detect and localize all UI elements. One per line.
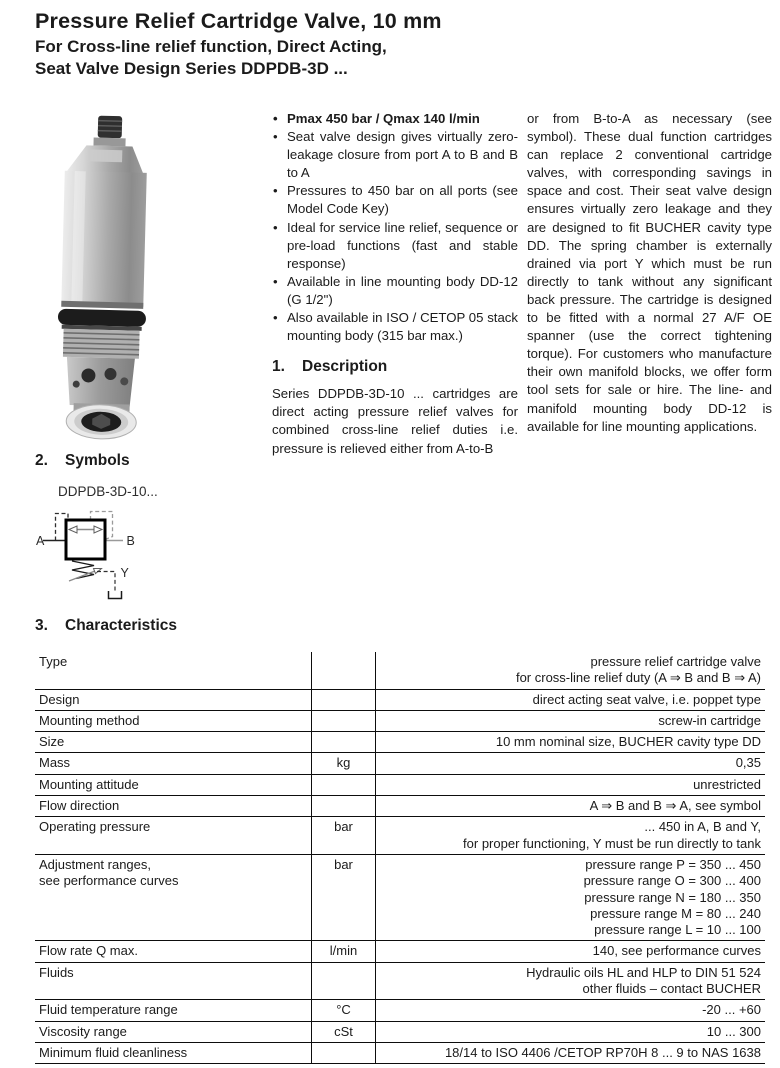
row-unit: bar <box>311 855 376 940</box>
table-row <box>35 1000 765 1021</box>
characteristics-table <box>35 652 765 1064</box>
row-value: pressure range P = 350 ... 450 <box>585 856 761 872</box>
row-value: 140, see performance curves <box>592 943 761 959</box>
section-title: Characteristics <box>65 617 178 634</box>
section-title: Description <box>302 358 388 376</box>
row-value: pressure range M = 80 ... 240 <box>590 905 761 921</box>
table-row <box>35 711 765 732</box>
table-row <box>35 652 765 690</box>
features-column <box>272 110 518 458</box>
list-item <box>272 309 518 345</box>
row-label: Operating pressure <box>39 819 151 835</box>
row-value: 10 mm nominal size, BUCHER cavity type DD <box>495 734 761 750</box>
row-label: Fluid temperature range <box>39 1002 178 1018</box>
row-unit: l/min <box>311 941 376 961</box>
feature-text: Pressures to 450 bar on all ports (see Model Code Key) <box>287 183 518 217</box>
port-y-label: Y <box>120 566 129 580</box>
row-unit <box>311 652 376 689</box>
row-value: other fluids – contact BUCHER <box>582 981 761 997</box>
section-heading-description <box>272 358 518 376</box>
row-label: see performance curves <box>39 873 179 889</box>
row-label: Design <box>39 691 80 707</box>
row-label: Viscosity range <box>39 1023 127 1039</box>
section-number: 2. <box>35 452 48 469</box>
row-label: Type <box>39 654 68 669</box>
row-label: Flow direction <box>39 798 120 814</box>
row-value: 0,35 <box>735 755 761 771</box>
bullet-icon: • <box>273 129 278 145</box>
bullet-icon: • <box>273 183 278 199</box>
bullet-icon: • <box>273 111 278 126</box>
row-value: -20 ... +60 <box>702 1002 761 1018</box>
feature-text: Available in line mounting body DD-12 (G 1/2") <box>287 273 518 307</box>
feature-list <box>272 110 518 345</box>
subtitle-line-1: For Cross-line relief function, Direct Acting, <box>35 37 387 56</box>
hydraulic-symbol-icon <box>35 503 190 605</box>
row-label: Size <box>39 734 65 750</box>
row-value: 18/14 to ISO 4406 /CETOP RP70H 8 ... 9 to NAS 1638 <box>444 1044 761 1060</box>
table-row <box>35 753 765 774</box>
port-b-label: B <box>126 534 135 548</box>
row-unit: bar <box>311 817 376 854</box>
row-value: Hydraulic oils HL and HLP to DIN 51 524 <box>526 964 761 980</box>
row-value: pressure range L = 10 ... 100 <box>594 922 761 938</box>
row-value: A ⇒ B and B ⇒ A, see symbol <box>589 798 761 814</box>
row-value: for proper functioning, Y must be run directly to tank <box>463 835 761 851</box>
table-row <box>35 963 765 1001</box>
page-title: Pressure Relief Cartridge Valve, 10 mm <box>35 9 442 33</box>
table-row <box>35 796 765 817</box>
section-heading-symbols <box>35 452 130 470</box>
row-unit <box>311 690 376 710</box>
bullet-icon: • <box>273 219 278 235</box>
row-label: Flow rate Q max. <box>39 943 138 959</box>
bullet-icon: • <box>273 310 278 326</box>
row-label: Adjustment ranges, <box>39 856 152 872</box>
row-unit <box>311 732 376 752</box>
row-unit: °C <box>311 1000 376 1020</box>
row-label: Mounting method <box>39 712 140 728</box>
feature-text: Also available in ISO / CETOP 05 stack mounting body (315 bar max.) <box>287 310 518 344</box>
row-value: pressure relief cartridge valve <box>590 654 761 669</box>
row-value: unrestricted <box>693 776 761 792</box>
valve-photo <box>35 108 185 442</box>
description-paragraph-col2: or from B-to-A as necessary (see symbol). These dual function cartridges can replace 2 conventional cartridge valves, with corresponding savings in space and cost. Their seat valve design ensures virtually zero leakage and they are designed to fit BUCHER cavity type DD. The spring chamber is externally drained via port Y which must be run directly to tank without any significant back pressure. The cartridge is designed to be fitted with a normal 27 A/F OE spanner (use the correct tightening torque). For customers who manufacture their own manifold blocks, we offer form tool sets for sale or hire. The line- and manifold mounting body DD-12 is available for line mounting applications. <box>527 111 772 434</box>
feature-text: Ideal for service line relief, sequence or pre-load functions (fast and stable response) <box>287 219 518 271</box>
bullet-icon: • <box>273 273 278 289</box>
row-value: pressure range N = 180 ... 350 <box>584 889 761 905</box>
row-unit <box>311 963 376 1000</box>
subtitle-line-2: Seat Valve Design Series DDPDB-3D ... <box>35 59 348 78</box>
row-value: direct acting seat valve, i.e. poppet type <box>532 691 761 707</box>
row-value: screw-in cartridge <box>658 712 761 728</box>
row-unit <box>311 1043 376 1063</box>
list-item <box>272 219 518 273</box>
table-row <box>35 817 765 855</box>
row-value: pressure range O = 300 ... 400 <box>583 873 761 889</box>
table-row <box>35 690 765 711</box>
section-heading-characteristics <box>35 617 177 635</box>
table-row <box>35 941 765 962</box>
list-item <box>272 182 518 218</box>
row-value: for cross-line relief duty (A ⇒ B and B ⇒ A) <box>515 670 761 686</box>
row-label: Mass <box>39 755 71 771</box>
valve-photo-illustration <box>35 108 185 442</box>
feature-text: Seat valve design gives virtually zero-leakage closure from port A to B and B to A <box>287 129 518 181</box>
list-item <box>272 110 518 128</box>
row-value: ... 450 in A, B and Y, <box>644 819 761 835</box>
row-unit <box>311 796 376 816</box>
row-label: Mounting attitude <box>39 776 139 792</box>
table-row <box>35 1022 765 1043</box>
row-value: 10 ... 300 <box>706 1023 761 1039</box>
page-subtitle <box>35 36 387 80</box>
list-item <box>272 128 518 182</box>
table-row <box>35 855 765 941</box>
table-row <box>35 1043 765 1064</box>
row-unit: cSt <box>311 1022 376 1042</box>
section-title: Symbols <box>65 452 130 469</box>
row-unit: kg <box>311 753 376 773</box>
symbol-model-label: DDPDB-3D-10... <box>58 484 158 499</box>
hydraulic-symbol-diagram <box>35 503 190 610</box>
row-label: Fluids <box>39 964 74 980</box>
row-label: Minimum fluid cleanliness <box>39 1044 188 1060</box>
row-unit <box>311 711 376 731</box>
table-row <box>35 732 765 753</box>
list-item <box>272 273 518 309</box>
feature-text: Pmax 450 bar / Qmax 140 l/min <box>287 111 480 126</box>
description-column <box>527 110 772 436</box>
section-number: 3. <box>35 617 48 634</box>
description-paragraph-col1: Series DDPDB-3D-10 ... cartridges are direct acting pressure relief valves for combined cross-line relief duties i.e. pressure is relieved either from A-to-B <box>272 386 518 456</box>
row-unit <box>311 775 376 795</box>
table-row <box>35 775 765 796</box>
port-a-label: A <box>36 534 45 548</box>
section-number: 1. <box>272 358 285 376</box>
